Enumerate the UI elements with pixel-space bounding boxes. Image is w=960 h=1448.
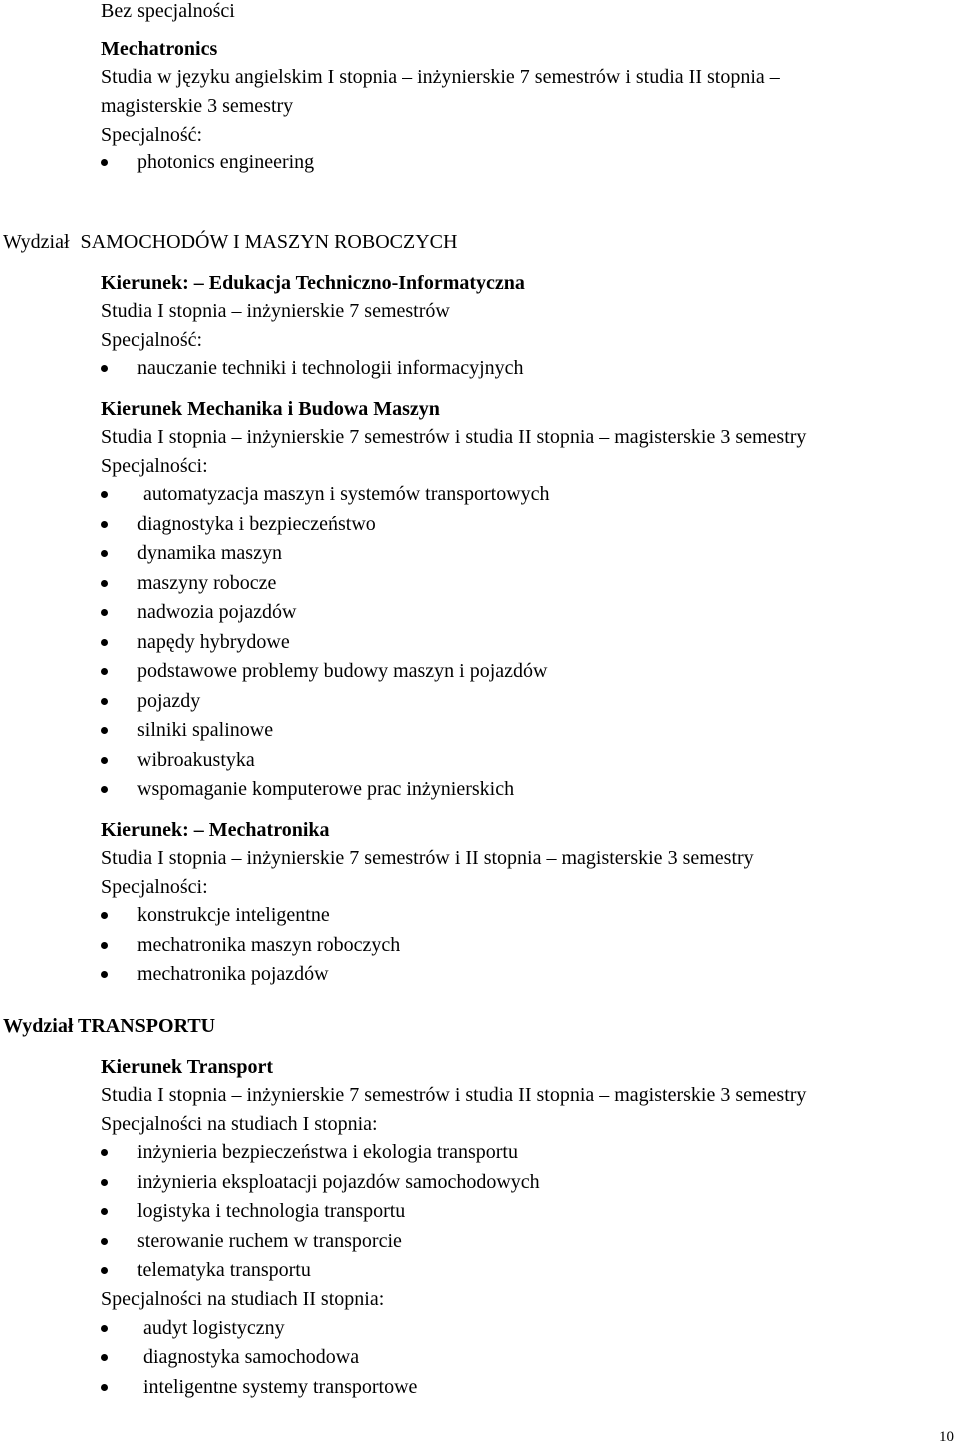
mibm-title: Kierunek Mechanika i Budowa Maszyn [101,398,440,420]
mechatronika-spec-label: Specjalności: [101,876,208,898]
faculty-prefix: Wydział [3,231,70,253]
mechatronics-study-line-1: Studia w języku angielskim I stopnia – inżynierskie 7 semestrów i studia II stopnia – [101,66,780,88]
mechatronika-title: Kierunek: – Mechatronika [101,819,330,841]
transport-study: Studia I stopnia – inżynierskie 7 semestrów i studia II stopnia – magisterskie 3 semestry [101,1084,807,1106]
mibm-spec-label: Specjalności: [101,455,208,477]
page-number: 10 [939,1429,954,1445]
eti-spec-label: Specjalność: [101,329,203,351]
eti-title: Kierunek: – Edukacja Techniczno-Informatyczna [101,272,525,294]
faculty-heading [3,228,457,257]
mechatronics-title: Mechatronics [101,38,218,60]
previous-section-line: Bez specjalności [101,0,235,22]
eti-study: Studia I stopnia – inżynierskie 7 semestrów [101,300,450,322]
mechatronika-study: Studia I stopnia – inżynierskie 7 semestrów i II stopnia – magisterskie 3 semestry [101,847,754,869]
transport-spec2-label: Specjalności na studiach II stopnia: [101,1288,385,1310]
transport-spec1-label: Specjalności na studiach I stopnia: [101,1113,378,1135]
mibm-study: Studia I stopnia – inżynierskie 7 semestrów i studia II stopnia – magisterskie 3 semestry [101,426,807,448]
transport-title: Kierunek Transport [101,1056,274,1078]
faculty-name: SAMOCHODÓW I MASZYN ROBOCZYCH [80,231,458,253]
mechatronics-spec-label: Specjalność: [101,124,203,146]
faculty-heading-transport: Wydział TRANSPORTU [3,1015,216,1037]
mechatronics-study-line-2: magisterskie 3 semestry [101,95,294,117]
